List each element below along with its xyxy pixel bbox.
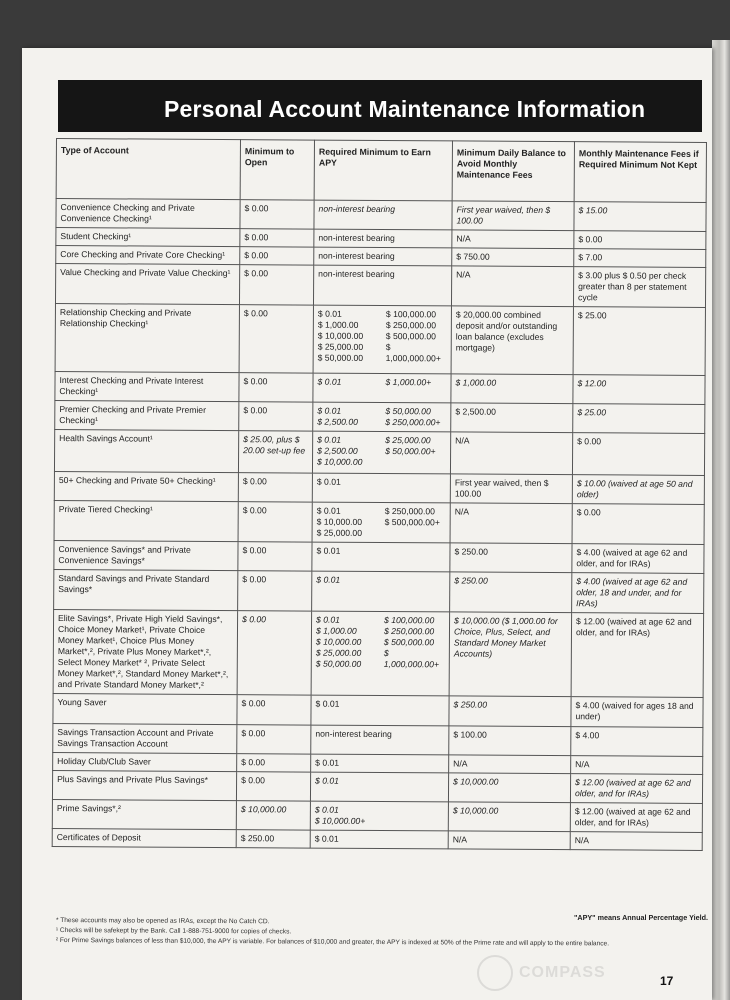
page-number: 17 bbox=[660, 974, 674, 988]
table-row bbox=[56, 199, 706, 232]
required-min-col-1: $ 0.01 $ 1,000.00 $ 10,000.00 $ 25,000.00 $ 50,000.00 bbox=[317, 308, 364, 363]
required-min-col-2 bbox=[344, 546, 445, 558]
required-min-col-1: $ 0.01 $ 2,500.00 $ 10,000.00 bbox=[316, 434, 363, 467]
table-row bbox=[55, 264, 705, 308]
cell-min-open: $ 0.00 bbox=[238, 542, 312, 571]
cell-account-type: Student Checking¹ bbox=[56, 228, 240, 247]
cell-required-min bbox=[311, 611, 450, 696]
logo-text: COMPASS bbox=[519, 964, 606, 981]
apy-note: "APY" means Annual Percentage Yield. bbox=[574, 913, 708, 922]
required-min-col-1: $ 0.01 $ 1,000.00 $ 10,000.00 $ 25,000.00 $ 50,000.00 bbox=[315, 614, 362, 669]
cell-monthly-fee: $ 25.00 bbox=[573, 404, 705, 434]
table-body bbox=[52, 199, 706, 851]
required-min-col-1: $ 0.01 bbox=[316, 545, 341, 556]
cell-min-daily: N/A bbox=[448, 831, 570, 850]
cell-min-open: $ 0.00 bbox=[239, 373, 313, 402]
cell-account-type: Prime Savings*,² bbox=[52, 799, 236, 829]
cell-min-open: $ 0.00 bbox=[237, 611, 312, 695]
table-row bbox=[54, 500, 704, 544]
cell-min-daily: N/A bbox=[449, 755, 571, 774]
cell-account-type: Holiday Club/Club Saver bbox=[53, 752, 237, 771]
required-min-col-1: $ 0.01 bbox=[317, 376, 342, 387]
footnote-2: ¹ Checks will be safekept by the Bank. Call 1-888-751-9000 for copies of checks. bbox=[55, 926, 292, 936]
cell-account-type: Core Checking and Private Core Checking¹ bbox=[56, 246, 240, 265]
cell-min-daily: $ 10,000.00 ($ 1,000.00 for Choice, Plus, Select, and Standard Money Market Accounts) bbox=[449, 612, 572, 697]
cell-min-open: $ 0.00 bbox=[237, 754, 311, 772]
cell-account-type: Savings Transaction Account and Private Savings Transaction Account bbox=[53, 723, 237, 753]
cell-min-open: $ 10,000.00 bbox=[236, 801, 310, 830]
bank-logo bbox=[477, 953, 677, 993]
cell-required-min bbox=[310, 801, 448, 831]
required-min-col-1: $ 0.01 $ 10,000.00 $ 25,000.00 bbox=[316, 505, 363, 538]
required-min-col-1: non-interest bearing bbox=[318, 232, 395, 244]
cell-account-type: Plus Savings and Private Plus Savings* bbox=[52, 770, 236, 800]
cell-monthly-fee: $ 4.00 (waived at age 62 and older, and for IRAs) bbox=[572, 544, 704, 574]
cell-account-type: Interest Checking and Private Interest Checking¹ bbox=[55, 371, 239, 401]
required-min-col-1: non-interest bearing bbox=[318, 250, 395, 262]
cell-min-daily: $ 250.00 bbox=[450, 543, 572, 573]
required-min-col-2: $ 1,000.00+ bbox=[385, 377, 432, 388]
required-min-col-2 bbox=[399, 251, 448, 262]
cell-monthly-fee: $ 12.00 bbox=[573, 375, 705, 405]
table-row bbox=[53, 693, 703, 727]
cell-min-daily: N/A bbox=[451, 266, 573, 307]
cell-monthly-fee: $ 10.00 (waived at age 50 and older) bbox=[572, 475, 704, 505]
cell-required-min bbox=[311, 725, 449, 755]
table-row bbox=[53, 609, 704, 697]
required-min-col-1: $ 0.01 bbox=[316, 574, 341, 585]
page-edge bbox=[712, 40, 730, 1000]
cell-min-daily: First year waived, then $ 100.00 bbox=[450, 474, 572, 504]
header-req-min: Required Minimum to Earn APY bbox=[314, 140, 452, 201]
required-min-col-1: $ 0.01 bbox=[315, 775, 340, 786]
cell-monthly-fee: N/A bbox=[571, 756, 703, 775]
required-min-col-2 bbox=[343, 776, 444, 788]
cell-min-open: $ 0.00 bbox=[240, 229, 314, 247]
cell-account-type: Health Savings Account¹ bbox=[54, 429, 238, 472]
cell-min-daily: N/A bbox=[452, 230, 574, 249]
cell-account-type: Convenience Checking and Private Convenience Checking¹ bbox=[56, 199, 240, 229]
cell-min-daily: $ 250.00 bbox=[450, 572, 572, 613]
cell-monthly-fee: $ 15.00 bbox=[574, 202, 706, 232]
required-min-col-2 bbox=[399, 204, 448, 215]
table-row bbox=[54, 540, 704, 573]
table-row bbox=[52, 799, 702, 832]
cell-account-type: Value Checking and Private Value Checking¹ bbox=[55, 264, 239, 305]
cell-min-open: $ 0.00 bbox=[238, 502, 312, 542]
required-min-col-1: non-interest bearing bbox=[318, 203, 396, 215]
cell-account-type: Certificates of Deposit bbox=[52, 828, 236, 847]
required-min-col-2 bbox=[344, 575, 445, 587]
table-row bbox=[55, 303, 705, 375]
cell-monthly-fee: $ 7.00 bbox=[574, 249, 706, 268]
cell-monthly-fee: $ 4.00 (waived for ages 18 and under) bbox=[571, 697, 703, 728]
cell-monthly-fee: $ 0.00 bbox=[574, 231, 706, 250]
page-title: Personal Account Maintenance Information bbox=[58, 80, 702, 132]
logo-circle-icon bbox=[477, 955, 513, 991]
cell-monthly-fee: N/A bbox=[570, 832, 702, 851]
cell-required-min bbox=[313, 265, 451, 306]
cell-account-type: 50+ Checking and Private 50+ Checking¹ bbox=[54, 471, 238, 501]
footnote-3: ² For Prime Savings balances of less than $10,000, the APY is variable. For balances of $10,000 and greater, the APY is indexed at 50% of the Prime rate and will apply to the entire balance. bbox=[55, 936, 610, 948]
cell-required-min bbox=[313, 373, 451, 403]
cell-monthly-fee: $ 12.00 (waived at age 62 and older, and for IRAs) bbox=[570, 803, 702, 833]
cell-min-open: $ 0.00 bbox=[236, 772, 310, 801]
required-min-col-2 bbox=[345, 477, 446, 489]
cell-required-min bbox=[313, 305, 451, 374]
footnote-1: * These accounts may also be opened as IRAs, except the No Catch CD. bbox=[55, 917, 270, 926]
required-min-col-2 bbox=[399, 233, 448, 244]
cell-min-open: $ 0.00 bbox=[240, 200, 314, 229]
footnotes bbox=[56, 916, 706, 950]
required-min-col-2 bbox=[396, 729, 445, 740]
cell-account-type: Standard Savings and Private Standard Savings* bbox=[54, 569, 238, 610]
cell-min-open: $ 0.00 bbox=[238, 571, 312, 611]
cell-min-daily: $ 2,500.00 bbox=[451, 403, 573, 433]
cell-required-min bbox=[312, 473, 450, 503]
cell-min-daily: $ 250.00 bbox=[449, 696, 571, 727]
required-min-col-1: $ 0.01 bbox=[315, 698, 340, 709]
cell-min-open: $ 0.00 bbox=[240, 247, 314, 265]
table-row bbox=[52, 828, 702, 850]
cell-required-min bbox=[311, 695, 449, 726]
cell-min-open: $ 25.00, plus $ 20.00 set-up fee bbox=[238, 431, 312, 473]
cell-required-min bbox=[310, 830, 448, 849]
header-row bbox=[56, 139, 706, 203]
table-row bbox=[53, 723, 703, 756]
cell-min-daily: $ 100.00 bbox=[449, 726, 571, 756]
cell-min-open: $ 0.00 bbox=[237, 695, 311, 725]
cell-required-min bbox=[312, 431, 450, 474]
cell-account-type: Young Saver bbox=[53, 693, 237, 724]
required-min-col-2: $ 100,000.00 $ 250,000.00 $ 500,000.00 $ 1,000,000.00+ bbox=[385, 309, 441, 364]
cell-min-open: $ 0.00 bbox=[238, 473, 312, 502]
cell-required-min bbox=[314, 229, 452, 248]
document-page bbox=[22, 48, 712, 1000]
cell-account-type: Premier Checking and Private Premier Checking¹ bbox=[55, 400, 239, 430]
required-min-col-1: $ 0.01 bbox=[315, 757, 340, 768]
cell-min-open: $ 250.00 bbox=[236, 830, 310, 848]
required-min-col-2 bbox=[369, 805, 444, 827]
cell-required-min bbox=[310, 772, 448, 802]
required-min-col-2 bbox=[399, 269, 448, 280]
cell-min-daily: $ 10,000.00 bbox=[448, 802, 570, 832]
cell-monthly-fee: $ 0.00 bbox=[572, 433, 704, 476]
cell-min-open: $ 0.00 bbox=[237, 725, 311, 754]
cell-min-daily: $ 750.00 bbox=[452, 248, 574, 267]
cell-required-min bbox=[312, 571, 450, 612]
required-min-col-2 bbox=[343, 834, 444, 846]
required-min-col-1: $ 0.01 $ 2,500.00 bbox=[317, 405, 358, 427]
cell-account-type: Private Tiered Checking¹ bbox=[54, 500, 238, 541]
cell-min-daily: First year waived, then $ 100.00 bbox=[452, 201, 574, 231]
cell-required-min bbox=[312, 542, 450, 572]
cell-monthly-fee: $ 4.00 bbox=[571, 727, 703, 757]
maintenance-table bbox=[52, 138, 707, 851]
cell-min-open: $ 0.00 bbox=[239, 265, 313, 305]
required-min-col-2 bbox=[343, 758, 444, 770]
table-row bbox=[54, 471, 704, 504]
required-min-col-1: non-interest bearing bbox=[318, 268, 395, 280]
header-min-daily: Minimum Daily Balance to Avoid Monthly Maintenance Fees bbox=[452, 141, 574, 202]
cell-account-type: Relationship Checking and Private Relationship Checking¹ bbox=[55, 303, 239, 372]
cell-monthly-fee: $ 3.00 plus $ 0.50 per check greater than 8 per statement cycle bbox=[573, 267, 705, 308]
required-min-col-2 bbox=[343, 699, 444, 711]
cell-account-type: Elite Savings*, Private High Yield Savings*, Choice Money Market¹, Private Choice Money Market¹, Choice Plus Money Market*,², Private Plus Money Market*,², Select Money Market* ², Private Select Money Market*,², Standard Money Market*,², and Private Standard Money Market*,² bbox=[53, 609, 238, 694]
cell-monthly-fee: $ 0.00 bbox=[572, 504, 704, 545]
required-min-col-2: $ 50,000.00 $ 250,000.00+ bbox=[385, 406, 441, 428]
required-min-col-1: $ 0.01 $ 10,000.00+ bbox=[314, 804, 366, 826]
cell-min-daily: $ 1,000.00 bbox=[451, 374, 573, 404]
cell-required-min bbox=[312, 502, 450, 543]
cell-required-min bbox=[314, 247, 452, 266]
header-monthly-fee: Monthly Maintenance Fees if Required Minimum Not Kept bbox=[574, 142, 706, 203]
required-min-col-1: $ 0.01 bbox=[314, 833, 339, 844]
required-min-col-2: $ 100,000.00 $ 250,000.00 $ 500,000.00 $ 1,000,000.00+ bbox=[383, 615, 440, 670]
table-row bbox=[54, 569, 704, 613]
required-min-col-2: $ 250,000.00 $ 500,000.00+ bbox=[384, 506, 440, 528]
cell-min-daily: $ 10,000.00 bbox=[448, 773, 570, 803]
cell-monthly-fee: $ 25.00 bbox=[573, 307, 705, 376]
cell-min-open: $ 0.00 bbox=[239, 305, 313, 373]
cell-required-min bbox=[313, 402, 451, 432]
table-row bbox=[55, 400, 705, 433]
cell-monthly-fee: $ 12.00 (waived at age 62 and older, and for IRAs) bbox=[570, 774, 702, 804]
cell-account-type: Convenience Savings* and Private Convenience Savings* bbox=[54, 540, 238, 570]
required-min-col-2: $ 25,000.00 $ 50,000.00+ bbox=[385, 435, 436, 457]
cell-min-open: $ 0.00 bbox=[239, 402, 313, 431]
header-min-open: Minimum to Open bbox=[240, 140, 314, 200]
header-type: Type of Account bbox=[56, 139, 240, 200]
table-row bbox=[55, 371, 705, 404]
required-min-col-1: non-interest bearing bbox=[315, 728, 392, 740]
cell-min-daily: N/A bbox=[450, 503, 572, 544]
cell-required-min bbox=[314, 200, 452, 230]
cell-min-daily: $ 20,000.00 combined deposit and/or outstanding loan balance (excludes mortgage) bbox=[451, 306, 573, 375]
cell-required-min bbox=[311, 754, 449, 773]
table-row bbox=[52, 770, 702, 803]
table-row bbox=[54, 429, 704, 475]
cell-min-daily: N/A bbox=[450, 432, 572, 475]
required-min-col-1: $ 0.01 bbox=[316, 476, 341, 487]
cell-monthly-fee: $ 12.00 (waived at age 62 and older, and for IRAs) bbox=[571, 613, 704, 698]
cell-monthly-fee: $ 4.00 (waived at age 62 and older, 18 and under, and for IRAs) bbox=[572, 573, 704, 614]
